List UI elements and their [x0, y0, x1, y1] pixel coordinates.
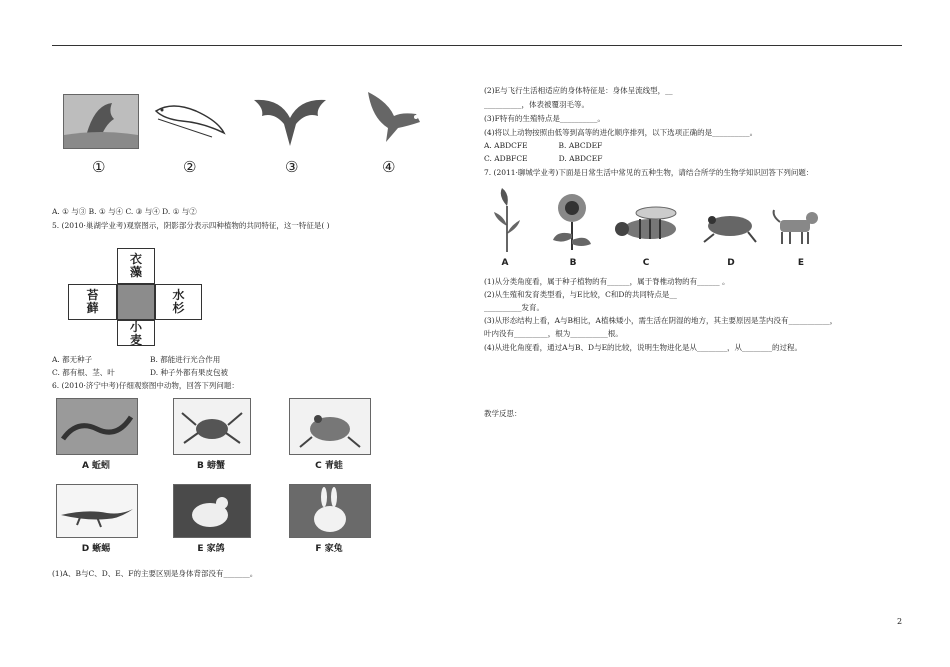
- caption-lizard: D 蜥蜴: [81, 544, 111, 554]
- q5-option-d: D. 种子外都有果皮包被: [150, 368, 229, 377]
- q6-sub4: (4)将以上动物按照由低等到高等的进化顺序排列，以下选项正确的是__________。: [484, 128, 758, 137]
- dolphin-image: [63, 94, 139, 149]
- teaching-reflection: 教学反思：: [484, 409, 522, 418]
- q4-options: A. ① 与③ B. ① 与④ C. ③ 与④ D. ① 与②: [52, 207, 197, 216]
- q7-sub1: (1)从分类角度看，属于种子植物的有______，属于脊椎动物的有______ 。: [484, 277, 730, 286]
- q7-label-a: A: [501, 258, 509, 268]
- q7-sub3-line1: (3)从形态结构上看，A与B相比，A植株矮小，需生活在阴湿的地方，其主要原因是茎内没有___________，: [484, 316, 838, 325]
- q6-sub1: (1)A、B与C、D、E、F的主要区别是身体背部没有_______。: [52, 569, 258, 578]
- q6-options-row2: C. ADBFCE D. ABDCEF: [484, 154, 603, 163]
- eel-image: [152, 97, 228, 145]
- q5-option-b: B. 都能进行光合作用: [150, 355, 221, 364]
- q5-stem: 5. (2010·巢湖学业考)观察图示，阴影部分表示四种植物的共同特征，这一特征是( ): [52, 221, 330, 230]
- q7-sub4: (4)从进化角度看，通过A与B、D与E的比较，说明生物进化是从________，从________的过程。: [484, 343, 803, 352]
- bee-image: [610, 205, 688, 245]
- caption-earthworm: A 蚯蚓: [81, 461, 111, 471]
- q7-label-d: D: [727, 258, 735, 268]
- plant-box-top: [117, 248, 155, 284]
- q6-stem: 6. (2010·济宁中考)仔细观察图中动物，回答下列问题：: [52, 381, 239, 390]
- dog-image: [768, 206, 824, 246]
- caption-frog: C 青蛙: [315, 461, 343, 471]
- header-rule: [52, 45, 902, 46]
- circle-label-1: ①: [92, 158, 106, 176]
- plant-box-right: [155, 284, 202, 320]
- q6-sub2-line2: __________，体表被覆羽毛等。: [484, 100, 589, 109]
- q7-sub2-line2: __________发育。: [484, 303, 544, 312]
- moss-image: [492, 186, 522, 252]
- q6-options-row1: A. ABDCFE B. ABCDEF: [484, 141, 603, 150]
- q6-sub2-line1: (2)E与飞行生活相适应的身体特征是：身体呈流线型，__: [484, 86, 673, 95]
- caption-pigeon: E 家鸽: [197, 544, 225, 554]
- q7-sub2-line1: (2)从生殖和发育类型看，与E比较，C和D的共同特点是__: [484, 290, 677, 299]
- q5-option-a: A. 都无种子: [52, 355, 93, 364]
- circle-label-2: ②: [183, 158, 197, 176]
- plant-left-label: 苔藓: [86, 288, 99, 315]
- circle-label-3: ③: [285, 158, 299, 176]
- q7-label-c: C: [642, 258, 650, 268]
- pigeon-image: [173, 484, 251, 538]
- page-number: 2: [897, 617, 903, 626]
- rabbit-image: [289, 484, 371, 538]
- q7-stem: 7. (2011·聊城学业考)下面是日常生活中常见的五种生物，请结合所学的生物学知识回答下列问题：: [484, 168, 814, 177]
- bat-image: [250, 90, 330, 148]
- frog-image: [289, 398, 371, 455]
- plant-top-label: 衣藻: [129, 252, 142, 279]
- q7-label-b: B: [569, 258, 577, 268]
- caption-rabbit: F 家兔: [315, 544, 343, 554]
- plant-right-label: 水杉: [172, 288, 185, 315]
- plant-box-left: [68, 284, 117, 320]
- plant-box-bottom: [117, 320, 155, 346]
- q5-option-c: C. 都有根、茎、叶: [52, 368, 115, 377]
- q7-label-e: E: [797, 258, 805, 268]
- shared-trait-shade: [117, 284, 155, 320]
- caption-crab: B 螃蟹: [197, 461, 225, 471]
- lizard-image: [56, 484, 138, 538]
- plant-bottom-label: 小麦: [129, 320, 142, 347]
- earthworm-image: [56, 398, 138, 455]
- frog-image-q7: [700, 208, 758, 244]
- circle-label-4: ④: [382, 158, 396, 176]
- q7-sub3-line2: 叶内没有_________，根为__________根。: [484, 329, 623, 338]
- sunflower-image: [547, 190, 597, 250]
- q6-sub3: (3)F特有的生殖特点是__________。: [484, 114, 605, 123]
- crab-image: [173, 398, 251, 455]
- eagle-image: [358, 88, 428, 146]
